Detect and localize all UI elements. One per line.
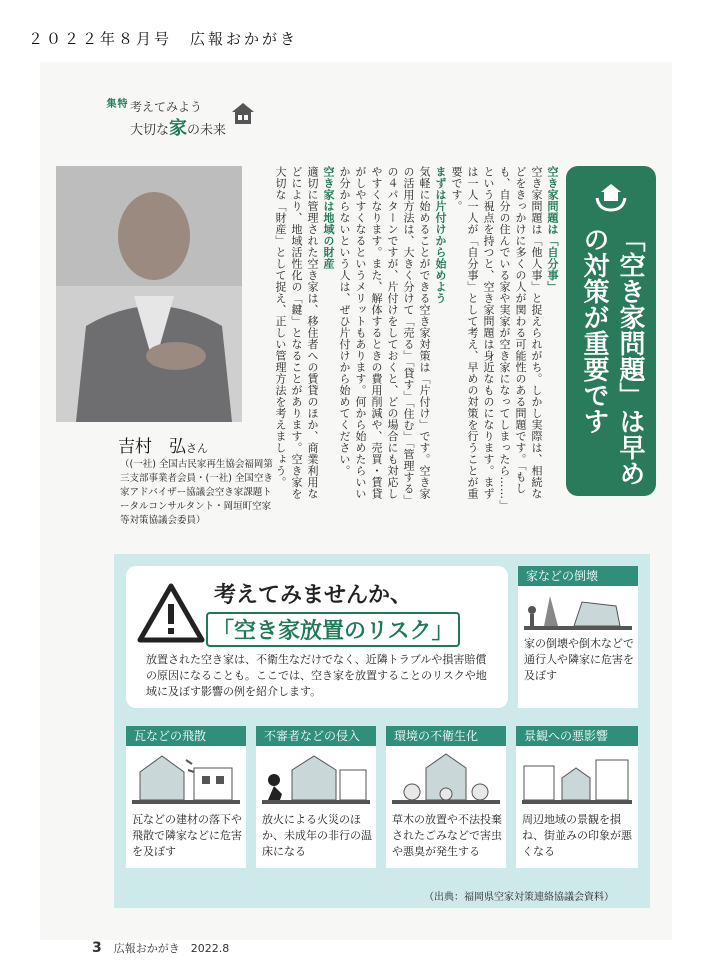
heading-tidy-up: まずは片付けから始めよう <box>434 166 447 304</box>
hands-house-icon <box>593 178 629 218</box>
card-text: 周辺地域の景観を損ね、街並みの印象が悪くなる <box>522 813 632 858</box>
card-title: 家などの倒壊 <box>518 566 638 586</box>
warning-icon <box>136 582 206 648</box>
card-text: 家の倒壊や倒木などで通行人や隣家に危害を及ぼす <box>524 637 634 682</box>
article-body <box>250 166 560 506</box>
risk-card-collapse <box>518 566 638 708</box>
banner-title: 「空き家問題」は早めの対策が重要です <box>579 226 645 486</box>
risk-card-intruder <box>256 726 376 868</box>
collapse-illustration <box>524 590 632 634</box>
card-title: 環境の不衛生化 <box>386 726 506 746</box>
feature-line1: 考えてみよう <box>130 100 203 114</box>
paragraph-3: 適切に管理された空き家は、移住者への賃貸のほか、商業利用などにより、地域活性化の「鍵」となることがあります。空き家を大切な「財産」として捉え、正しい管理方法を考えましょう。 <box>274 166 319 500</box>
source-note: （出典：福岡県空家対策連絡協議会資料） <box>424 892 614 903</box>
townscape-illustration <box>522 750 632 808</box>
card-title: 景観への悪影響 <box>516 726 638 746</box>
risk-heading-2: 「空き家放置のリスク」 <box>206 612 460 647</box>
card-title: 瓦などの飛散 <box>126 726 246 746</box>
risk-card-tiles <box>126 726 246 868</box>
feature-line2: 大切な家の未来 <box>130 118 227 139</box>
page-number: 3 <box>92 940 102 956</box>
feature-label: 特集 <box>104 98 126 108</box>
risk-heading-1: 考えてみませんか、 <box>214 583 413 608</box>
paragraph-1: 空き家問題は「他人事」と捉えられがち。しかし実際は、相続などをきっかけに多くの人が関わる可能性のある問題です。「もしも、自分の住んでいる家や実家が空き家になってしまったら……」という視点を持つと、空き家問題は身近なものになります。まずは一人一人が「自分事」として考え、早めの対策を行うことが重要です。 <box>450 166 543 506</box>
page-footer <box>92 940 229 956</box>
garbage-illustration <box>392 750 500 808</box>
heading-regional-asset: 空き家は地域の財産 <box>322 166 335 270</box>
risk-card-unsanitary <box>386 726 506 868</box>
interviewee-photo <box>56 166 242 422</box>
card-text: 放火による火災のほか、未成年の非行の温床になる <box>262 813 372 858</box>
card-title: 不審者などの侵入 <box>256 726 376 746</box>
tiles-illustration <box>132 750 240 808</box>
risk-card-landscape <box>516 726 638 868</box>
interviewee-affiliation: （(一社) 全国古民家再生協会福岡第三支部事業者会員・(一社) 全国空き家アドバイザー協議会空き家課題トータルコンサルタント・岡垣町空家等対策協議会委員） <box>120 459 273 526</box>
intruder-illustration <box>262 750 370 808</box>
paragraph-2: 気軽に始めることができる空き家対策は「片付け」です。空き家の活用方法は、大きく分けて「売る」「貸す」「住む」「管理する」の４パターンですが、片付けをしておくと、どの場合にも対応しやすくなります。また、解体するときの費用削減や、売買・賃貸がしやすくなるというメリットもあります。何から始めたらいいか分からないという人は、ぜひ片付けから始めてください。 <box>338 166 431 506</box>
footer-text: 広報おかがき 2022.8 <box>113 942 230 955</box>
title-banner <box>566 166 656 496</box>
interviewee-name: 吉村 弘さん <box>118 437 208 457</box>
document-header: ２０２２年８月号 広報おかがき <box>28 30 299 48</box>
card-text: 草木の放置や不法投棄されたごみなどで害虫や悪臭が発生する <box>392 813 502 858</box>
house-icon <box>230 100 256 130</box>
heading-own-problem: 空き家問題は「自分事」 <box>546 166 559 293</box>
card-text: 瓦などの建材の落下や飛散で隣家などに危害を及ぼす <box>132 813 242 858</box>
risk-intro: 放置された空き家は、不衛生なだけでなく、近隣トラブルや損害賠償の原因になることも。ここでは、空き家を放置することのリスクや地域に及ぼす影響の例を紹介します。 <box>146 653 487 698</box>
